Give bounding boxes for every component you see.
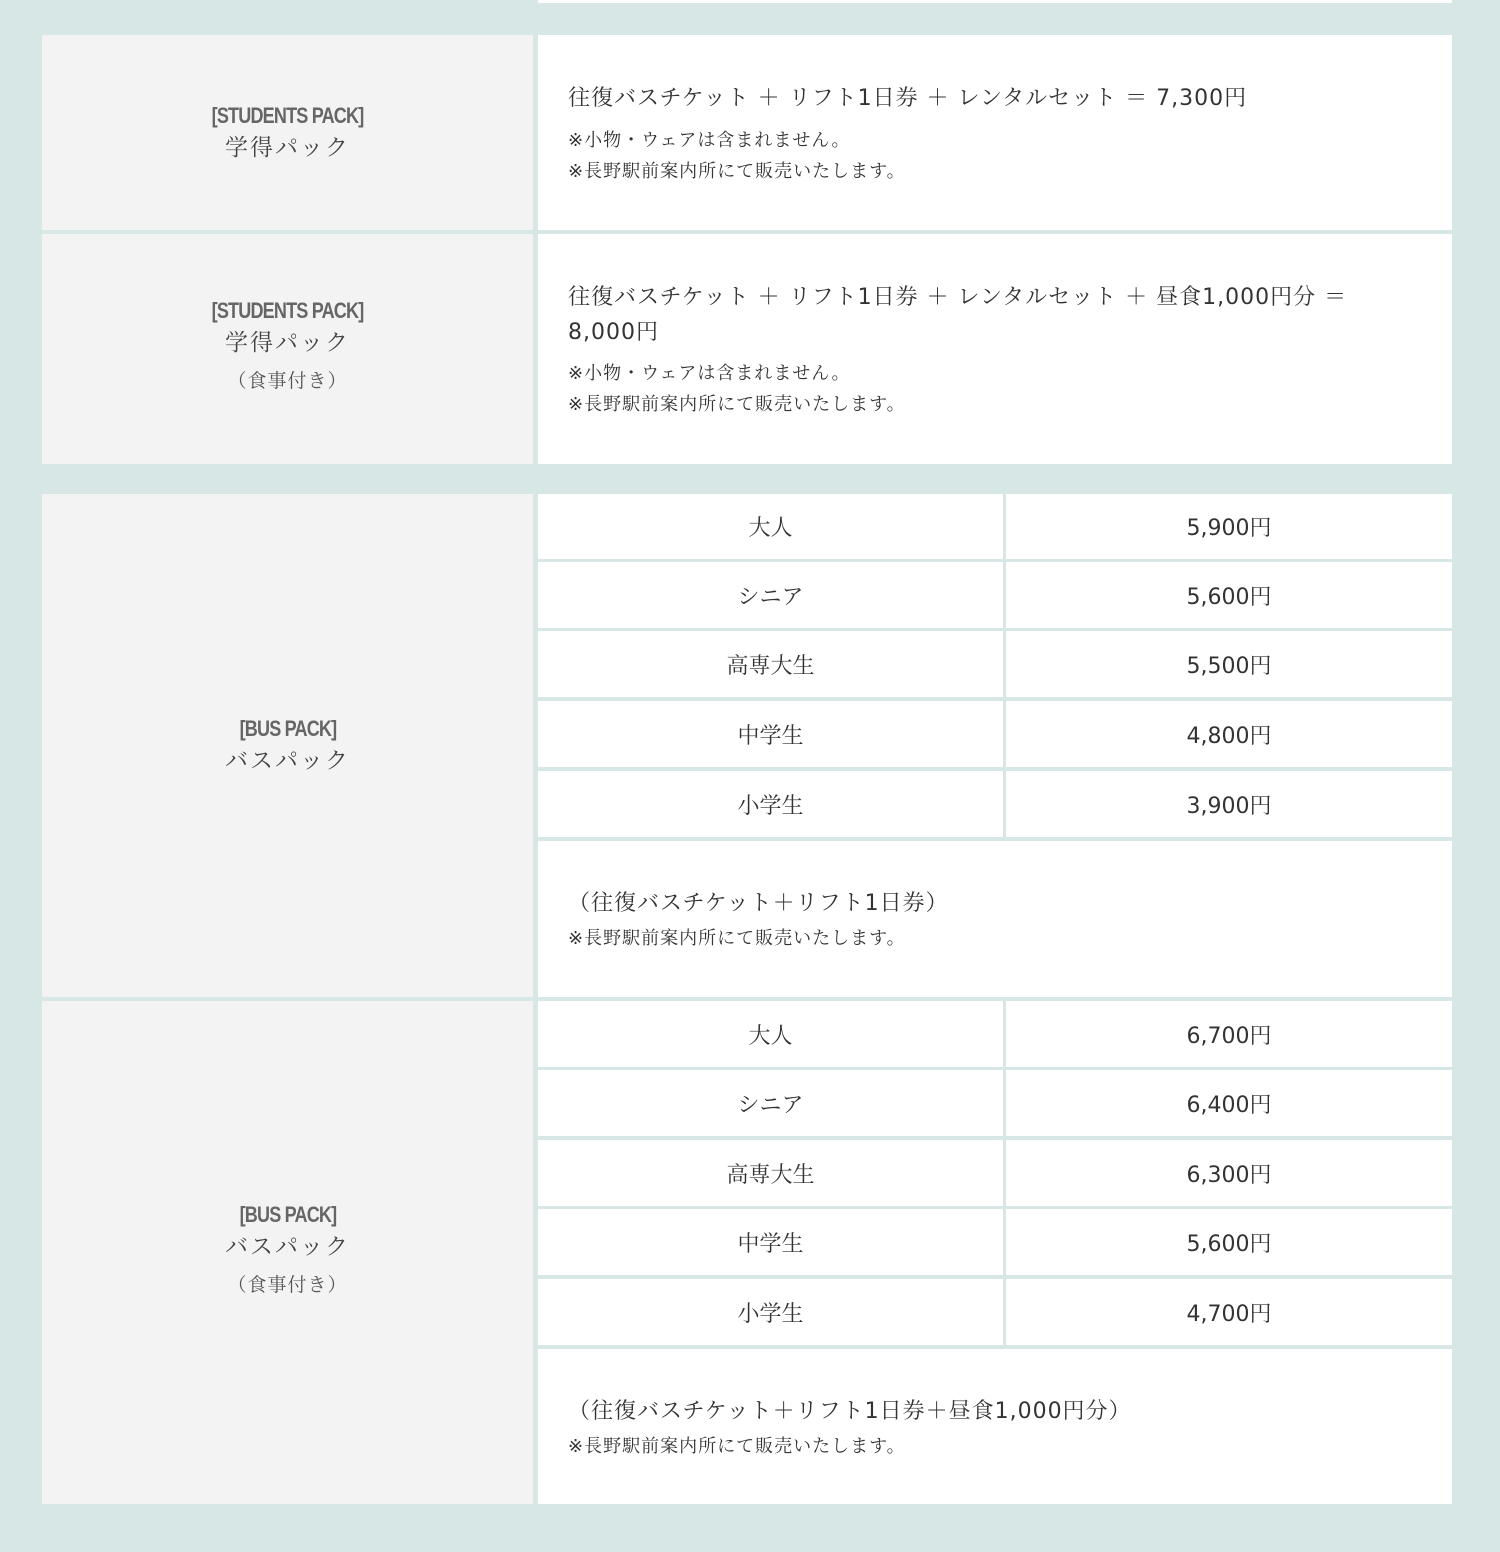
note-excluded-items: ※小物・ウェアは含まれません。 (568, 363, 851, 384)
students-pack-label-cell (42, 35, 533, 230)
pack-name-en: [STUDENTS PACK] (211, 102, 364, 128)
pack-name-en: [STUDENTS PACK] (211, 298, 364, 323)
price-row-category: 小学生 (538, 1279, 1003, 1345)
price-formula: 往復バスチケット ＋ リフト1日券 ＋ レンタルセット ＝ 7,300円 (568, 86, 1248, 111)
price-row-value: 5,600円 (1006, 562, 1452, 628)
bus-pack-summary-cell (538, 841, 1452, 997)
note-sales-location: ※長野駅前案内所にて販売いたします。 (568, 1436, 906, 1457)
bus-pack-meal-contents: （往復バスチケット＋リフト1日券＋昼食1,000円分） (568, 1399, 1132, 1424)
bus-pack-meal-section (42, 1001, 1452, 1504)
price-row-value: 6,300円 (1006, 1140, 1452, 1206)
previous-table-edge (538, 0, 1452, 3)
bus-pack-meal-content-cell (538, 1001, 1452, 1504)
pack-meal-subtitle: （食事付き） (227, 1273, 348, 1296)
students-pack-section (42, 35, 1452, 230)
pack-name-jp: バスパック (225, 1233, 350, 1260)
pack-name-jp: バスパック (225, 747, 350, 774)
price-row-value: 5,900円 (1006, 494, 1452, 559)
bus-pack-label-cell (42, 494, 533, 997)
pack-name-jp: 学得パック (225, 134, 350, 161)
price-row-category: 高専大生 (538, 631, 1003, 697)
price-row-category: 中学生 (538, 1209, 1003, 1275)
bus-pack-meal-summary-cell (538, 1349, 1452, 1504)
students-pack-meal-section (42, 234, 1452, 464)
price-formula: 往復バスチケット ＋ リフト1日券 ＋ レンタルセット ＋ 昼食1,000円分 ＝ 8,000円 (568, 285, 1348, 345)
price-row-value: 4,800円 (1006, 701, 1452, 767)
pack-name-en: [BUS PACK] (239, 1201, 336, 1227)
bus-pack-content-cell (538, 494, 1452, 997)
price-row-category: 大人 (538, 494, 1003, 559)
price-row-category: 高専大生 (538, 1140, 1003, 1206)
students-pack-content-cell (538, 35, 1452, 230)
price-row-category: シニア (538, 562, 1003, 628)
note-excluded-items: ※小物・ウェアは含まれません。 (568, 130, 851, 151)
bus-pack-contents: （往復バスチケット＋リフト1日券） (568, 891, 949, 916)
price-row-value: 3,900円 (1006, 771, 1452, 837)
note-sales-location: ※長野駅前案内所にて販売いたします。 (568, 928, 906, 949)
students-pack-meal-label-cell (42, 234, 533, 464)
bus-pack-section (42, 494, 1452, 997)
bus-pack-meal-label-cell (42, 1001, 533, 1504)
price-row-value: 5,500円 (1006, 631, 1452, 697)
pack-name-jp: 学得パック (225, 330, 350, 356)
price-row-value: 6,700円 (1006, 1001, 1452, 1067)
price-row-category: 小学生 (538, 771, 1003, 837)
price-row-category: シニア (538, 1070, 1003, 1136)
price-row-value: 4,700円 (1006, 1279, 1452, 1345)
note-sales-location: ※長野駅前案内所にて販売いたします。 (568, 161, 906, 182)
pack-name-en: [BUS PACK] (239, 715, 336, 741)
price-row-value: 6,400円 (1006, 1070, 1452, 1136)
price-row-category: 大人 (538, 1001, 1003, 1067)
pack-meal-subtitle: （食事付き） (227, 370, 348, 392)
price-row-value: 5,600円 (1006, 1209, 1452, 1275)
students-pack-meal-content-cell (538, 234, 1452, 464)
note-sales-location: ※長野駅前案内所にて販売いたします。 (568, 394, 906, 415)
price-row-category: 中学生 (538, 701, 1003, 767)
